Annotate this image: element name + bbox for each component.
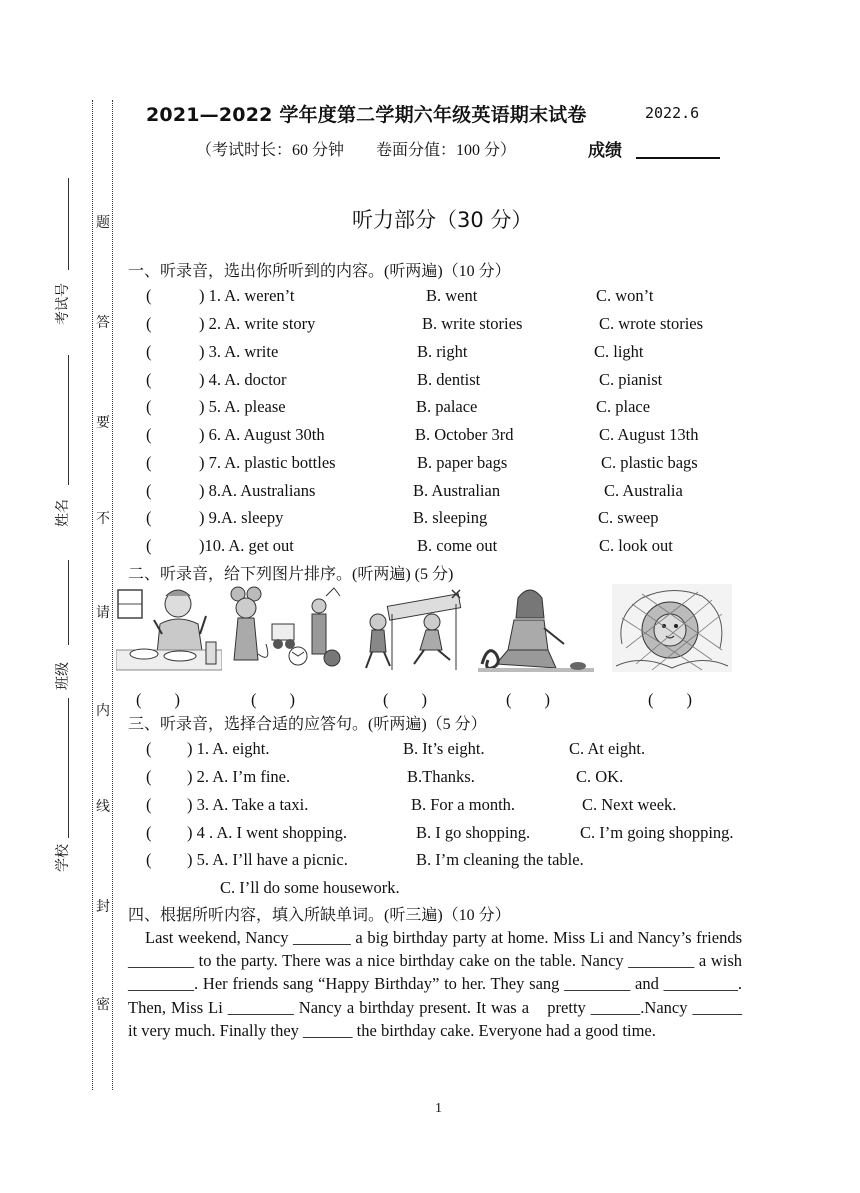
picture-man-eating — [116, 584, 222, 672]
option-a: ) 5. A. I’ll have a picnic. — [187, 850, 348, 869]
option-b: B. sleeping — [413, 508, 488, 527]
option-c: C. light — [594, 342, 644, 361]
option-a: ) 1. A. eight. — [187, 739, 270, 758]
answer-paren[interactable]: ( — [146, 739, 152, 758]
option-b: B. palace — [416, 397, 478, 416]
option-b: B. Australian — [413, 481, 501, 500]
name-line — [68, 355, 69, 485]
option-b: B. paper bags — [417, 453, 508, 472]
option-b: B. I’m cleaning the table. — [416, 850, 584, 869]
option-a: ) 4 . A. I went shopping. — [187, 823, 347, 842]
picture-lion-net — [612, 584, 732, 672]
answer-paren[interactable]: ( — [146, 767, 152, 786]
answer-paren[interactable]: ( — [146, 397, 152, 416]
option-c: C. place — [596, 397, 651, 416]
option-a: ) 9.A. sleepy — [199, 508, 284, 527]
picture-children-playing — [358, 584, 468, 672]
answer-blank[interactable]: ( ) — [648, 690, 692, 709]
section1-heading: 一、听录音，选出你所听到的内容。(听两遍)（10 分） — [128, 263, 511, 280]
name-label: 姓名 — [55, 499, 71, 527]
option-c: C. OK. — [576, 767, 624, 786]
school-line — [68, 698, 69, 838]
exam-number-line — [68, 178, 69, 270]
seal-char: 要 — [96, 415, 110, 431]
answer-paren[interactable]: ( — [146, 425, 152, 444]
answer-paren[interactable]: ( — [146, 370, 152, 389]
exam-number-label: 考试号 — [55, 283, 71, 325]
seal-char: 请 — [96, 605, 110, 621]
binding-dotted-line-right — [112, 100, 113, 1090]
answer-paren[interactable]: ( — [146, 481, 152, 500]
option-c: C. sweep — [598, 508, 659, 527]
option-c: C. Australia — [604, 481, 683, 500]
exam-date: 2022.6 — [645, 104, 700, 122]
class-label: 班级 — [55, 662, 71, 690]
option-c: C. I’m going shopping. — [580, 823, 734, 842]
seal-char: 密 — [96, 997, 110, 1013]
option-a: ) 8.A. Australians — [199, 481, 316, 500]
option-b: B. For a month. — [411, 795, 516, 814]
section2-heading: 二、听录音，给下列图片排序。(听两遍) (5 分) — [128, 566, 454, 583]
exam-info: （考试时长：60 分钟 卷面分值：100 分） — [196, 142, 517, 159]
seal-char: 内 — [96, 703, 110, 719]
seal-char: 不 — [96, 511, 110, 527]
section3-heading: 三、听录音，选择合适的应答句。(听两遍)（5 分） — [128, 716, 487, 733]
answer-paren[interactable]: ( — [146, 823, 152, 842]
option-c: C. plastic bags — [601, 453, 698, 472]
seal-char: 题 — [96, 215, 110, 231]
option-c: C. I’ll do some housework. — [220, 878, 400, 897]
answer-paren[interactable]: ( — [146, 536, 152, 555]
exam-title: 2021—2022 学年度第二学期六年级英语期末试卷 — [146, 104, 587, 126]
school-label: 学校 — [55, 844, 71, 872]
option-b: B. October 3rd — [415, 425, 514, 444]
picture-mouse-toys — [226, 584, 346, 672]
option-a: )10. A. get out — [199, 536, 294, 555]
answer-blank[interactable]: ( ) — [506, 690, 550, 709]
answer-paren[interactable]: ( — [146, 850, 152, 869]
option-a: ) 3. A. write — [199, 342, 279, 361]
seal-char: 封 — [96, 899, 110, 915]
score-blank[interactable] — [636, 157, 720, 159]
option-a: ) 3. A. Take a taxi. — [187, 795, 309, 814]
option-b: B. come out — [417, 536, 498, 555]
option-b: B. I go shopping. — [416, 823, 531, 842]
answer-paren[interactable]: ( — [146, 342, 152, 361]
cloze-paragraph — [128, 926, 742, 1042]
seal-char: 线 — [96, 799, 110, 815]
seal-char: 答 — [96, 315, 110, 331]
option-a: ) 6. A. August 30th — [199, 425, 325, 444]
option-c: C. At eight. — [569, 739, 646, 758]
option-a: ) 4. A. doctor — [199, 370, 287, 389]
answer-paren[interactable]: ( — [146, 453, 152, 472]
score-label: 成绩 — [588, 141, 622, 161]
option-b: B. went — [426, 286, 478, 305]
binding-dotted-line-left — [92, 100, 93, 1090]
option-b: B. write stories — [422, 314, 523, 333]
option-b: B. It’s eight. — [403, 739, 485, 758]
option-a: ) 2. A. I’m fine. — [187, 767, 291, 786]
option-a: ) 5. A. please — [199, 397, 286, 416]
option-c: C. August 13th — [599, 425, 699, 444]
option-b: B.Thanks. — [407, 767, 475, 786]
option-a: ) 2. A. write story — [199, 314, 316, 333]
option-c: C. look out — [599, 536, 673, 555]
class-line — [68, 560, 69, 645]
option-c: C. won’t — [596, 286, 654, 305]
option-b: B. dentist — [417, 370, 481, 389]
option-c: C. wrote stories — [599, 314, 704, 333]
answer-paren[interactable]: ( — [146, 286, 152, 305]
answer-paren[interactable]: ( — [146, 508, 152, 527]
picture-girl-snake — [478, 584, 594, 672]
option-a: ) 1. A. weren’t — [199, 286, 295, 305]
section4-heading: 四、根据所听内容，填入所缺单词。(听三遍)（10 分） — [128, 907, 511, 924]
answer-blank[interactable]: ( ) — [136, 690, 180, 709]
page-number: 1 — [435, 1101, 442, 1116]
answer-paren[interactable]: ( — [146, 314, 152, 333]
cloze-text: Last weekend, Nancy _______ a big birthday party at home. Miss Li and Nancy’s friends ________ to the party. There was a nice birthday cake on the table. Nancy ________ a wish ________. Her friends sang “Happy Birthday” to her. They sang ________ and _________. Then, Miss Li ________ Nancy a birthday present. It was a pretty ______.Nancy ______ it very much. Finally they ______ the birthday cake. Everyone had a good time. — [128, 928, 742, 1040]
part-title: 听力部分（30 分） — [352, 208, 533, 232]
option-b: B. right — [417, 342, 468, 361]
answer-paren[interactable]: ( — [146, 795, 152, 814]
answer-blank[interactable]: ( ) — [251, 690, 295, 709]
option-c: C. pianist — [599, 370, 663, 389]
answer-blank[interactable]: ( ) — [383, 690, 427, 709]
option-c: C. Next week. — [582, 795, 677, 814]
option-a: ) 7. A. plastic bottles — [199, 453, 336, 472]
